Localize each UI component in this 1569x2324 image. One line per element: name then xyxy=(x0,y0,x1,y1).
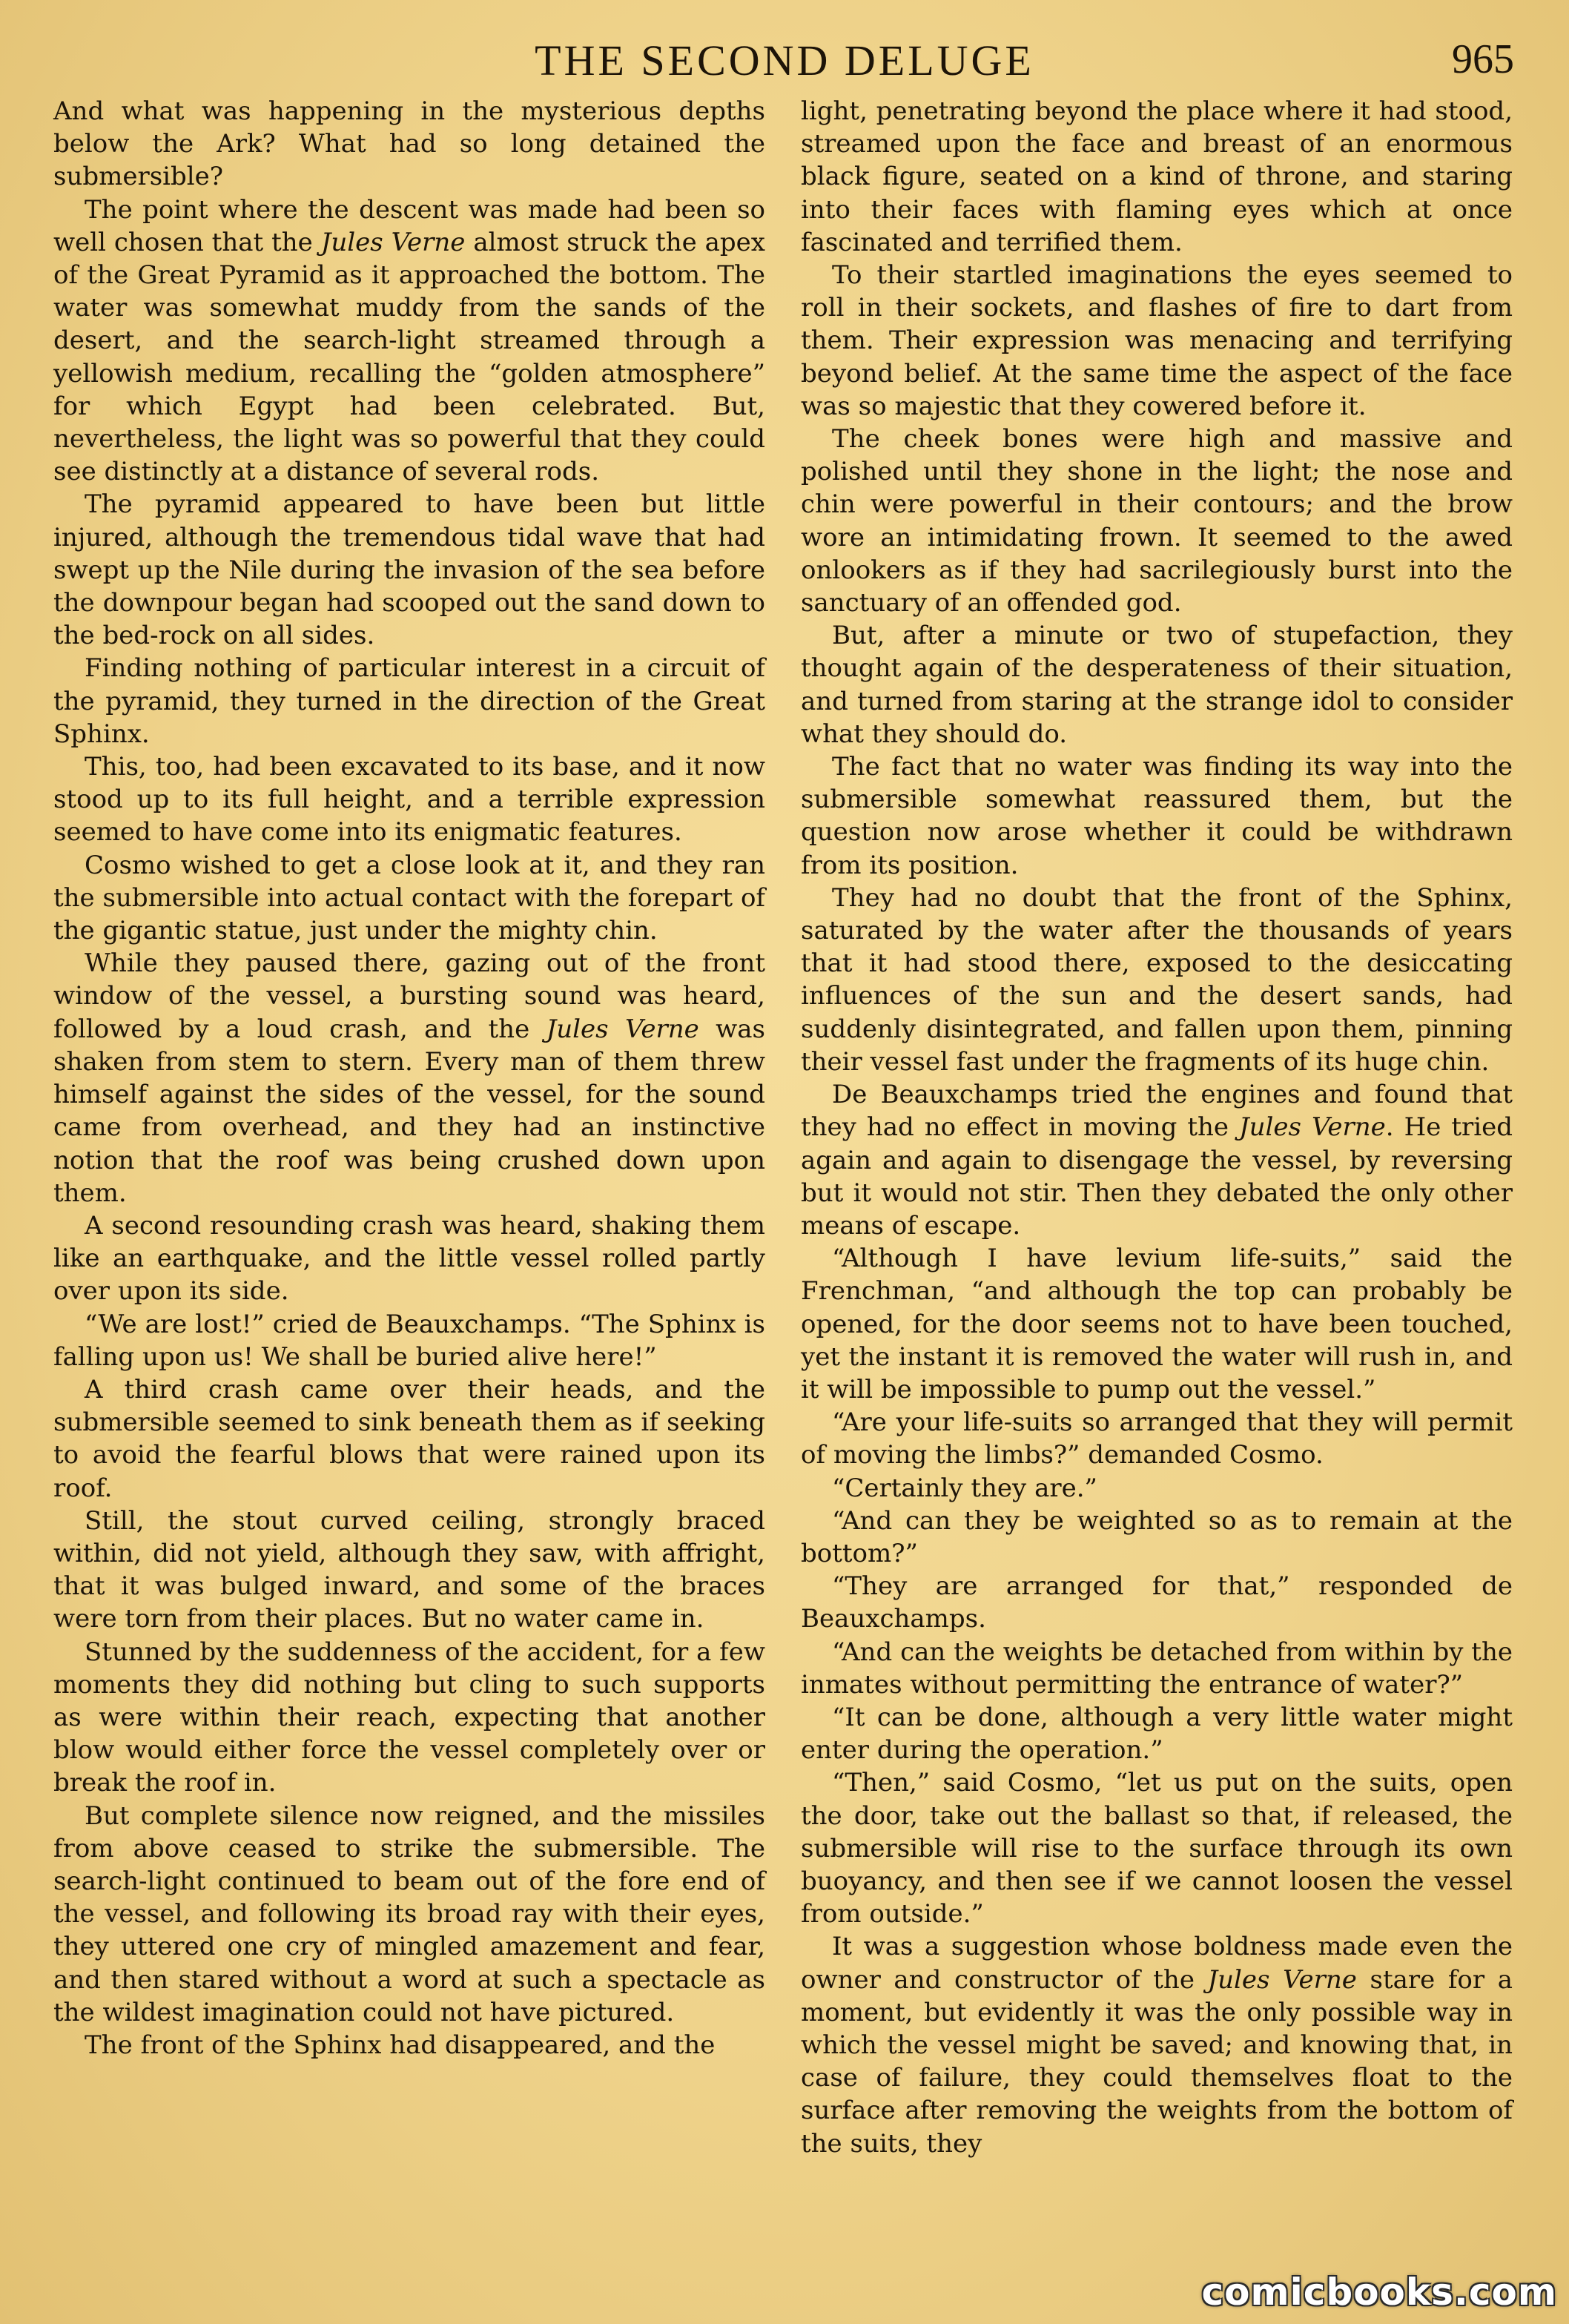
paragraph: Finding nothing of particular interest in a circuit of the pyramid, they turned in the direction of the Great Sphinx. xyxy=(53,653,765,749)
paragraph: This, too, had been excavated to its base, and it now stood up to its full height, and a terrible expression seemed to have come into its enigmatic features. xyxy=(53,752,765,848)
paragraph: “Are your life-suits so arranged that they will permit of moving the limbs?” demanded Cosmo. xyxy=(801,1407,1513,1470)
paragraph: “And can they be weighted so as to remain at the bottom?” xyxy=(801,1505,1513,1568)
paragraph: “It can be done, although a very little water might enter during the operation.” xyxy=(801,1702,1513,1766)
paragraph: And what was happening in the mysterious depths below the Ark? What had so long detained the submersible? xyxy=(53,96,765,192)
paragraph: It was a suggestion whose boldness made even the owner and constructor of the Jules Verne stare for a moment, but evidently it was the only possible way in which the vessel might be saved; and knowing that, in case of failure, they could themselves float to the surface after removing the weights from the bottom of the suits, they xyxy=(801,1932,1513,2159)
paragraph: While they paused there, gazing out of the front window of the vessel, a bursting sound was heard, followed by a loud crash, and the Jules Verne was shaken from stem to stern. Every man of them threw himself against the sides of the vessel, for the sound came from overhead, and they had an instinctive notion that the roof was being crushed down upon them. xyxy=(53,948,765,1208)
paragraph: The cheek bones were high and massive and polished until they shone in the light; the nose and chin were powerful in their contours; and the brow wore an intimidating frown. It seemed to the awed onlookers as if they had sacrilegiously burst into the sanctuary of an offended god. xyxy=(801,424,1513,618)
left-column xyxy=(53,95,765,2061)
paragraph: They had no doubt that the front of the Sphinx, saturated by the water after the thousands of years that it had stood there, exposed to the desiccating influences of the sun and the desert sands, had suddenly disintegrated, and fallen upon them, pinning their vessel fast under the fragments of its huge chin. xyxy=(801,882,1513,1077)
paragraph: But complete silence now reigned, and the missiles from above ceased to strike the submersible. The search-light continued to beam out of the fore end of the vessel, and following its broad ray with their eyes, they uttered one cry of mingled amazement and fear, and then stared without a word at such a spectacle as the wildest imagination could not have pictured. xyxy=(53,1800,765,2027)
page-header xyxy=(0,33,1569,92)
paragraph: “Then,” said Cosmo, “let us put on the suits, open the door, take out the ballast so that, if released, the submersible will rise to the surface through its own buoyancy, and then see if we cannot loosen the vessel from outside.” xyxy=(801,1768,1513,1929)
paragraph: The fact that no water was finding its way into the submersible somewhat reassured them, but the question now arose whether it could be withdrawn from its position. xyxy=(801,752,1513,880)
paragraph: The pyramid appeared to have been but little injured, although the tremendous tidal wave that had swept up the Nile during the invasion of the sea before the downpour began had scooped out the sand down to the bed-rock on all sides. xyxy=(53,489,765,651)
paragraph: “They are arranged for that,” responded de Beauxchamps. xyxy=(801,1571,1513,1634)
paragraph: Cosmo wished to get a close look at it, and they ran the submersible into actual contact with the forepart of the gigantic statue, just under the mighty chin. xyxy=(53,850,765,946)
paragraph: The front of the Sphinx had disappeared, and the xyxy=(85,2030,716,2060)
paragraph: To their startled imaginations the eyes seemed to roll in their sockets, and flashes of fire to dart from them. Their expression was menacing and terrifying beyond belief. At the same time the aspect of the face was so majestic that they cowered before it. xyxy=(801,260,1513,421)
paragraph: “Certainly they are.” xyxy=(832,1473,1097,1503)
page-number: 965 xyxy=(1452,36,1514,82)
paragraph: The point where the descent was made had been so well chosen that the Jules Verne almost struck the apex of the Great Pyramid as it approached the bottom. The water was somewhat muddy from the sands of the desert, and the search-light streamed through a yellowish medium, recalling the “golden atmosphere” for which Egypt had been celebrated. But, nevertheless, the light was so powerful that they could see distinctly at a distance of several rods. xyxy=(53,194,765,487)
paragraph: But, after a minute or two of stupefaction, they thought again of the desperateness of their situation, and turned from staring at the strange idol to consider what they should do. xyxy=(801,621,1513,749)
paragraph: “And can the weights be detached from within by the inmates without permitting the entrance of water?” xyxy=(801,1637,1513,1700)
paragraph: De Beauxchamps tried the engines and found that they had no effect in moving the Jules Verne. He tried again and again to disengage the vessel, by reversing but it would not stir. Then they debated the only other means of escape. xyxy=(801,1080,1513,1241)
paragraph: A third crash came over their heads, and the submersible seemed to sink beneath them as if seeking to avoid the fearful blows that were rained upon its roof. xyxy=(53,1374,765,1503)
watermark: comicbooks.com xyxy=(1201,2271,1557,2314)
right-column xyxy=(801,95,1513,2160)
paragraph: Stunned by the suddenness of the accident, for a few moments they did nothing but cling to such supports as were within their reach, expecting that another blow would either force the vessel completely over or break the roof in. xyxy=(53,1637,765,1798)
running-title: THE SECOND DELUGE xyxy=(535,36,1034,85)
paragraph: “Although I have levium life-suits,” said the Frenchman, “and although the top can probably be opened, for the door seems not to have been touched, yet the instant it is removed the water will rush in, and it will be impossible to pump out the vessel.” xyxy=(801,1244,1513,1404)
paragraph: “We are lost!” cried de Beauxchamps. “The Sphinx is falling upon us! We shall be buried alive here!” xyxy=(53,1309,765,1372)
paragraph: A second resounding crash was heard, shaking them like an earthquake, and the little vessel rolled partly over upon its side. xyxy=(53,1210,765,1307)
paragraph: Still, the stout curved ceiling, strongly braced within, did not yield, although they saw, with affright, that it was bulged inward, and some of the braces were torn from their places. But no water came in. xyxy=(53,1505,765,1634)
paragraph-continuation: light, penetrating beyond the place where it had stood, streamed upon the face and breast of an enormous black figure, seated on a kind of throne, and staring into their faces with flaming eyes which at once fascinated and terrified them. xyxy=(801,96,1513,257)
